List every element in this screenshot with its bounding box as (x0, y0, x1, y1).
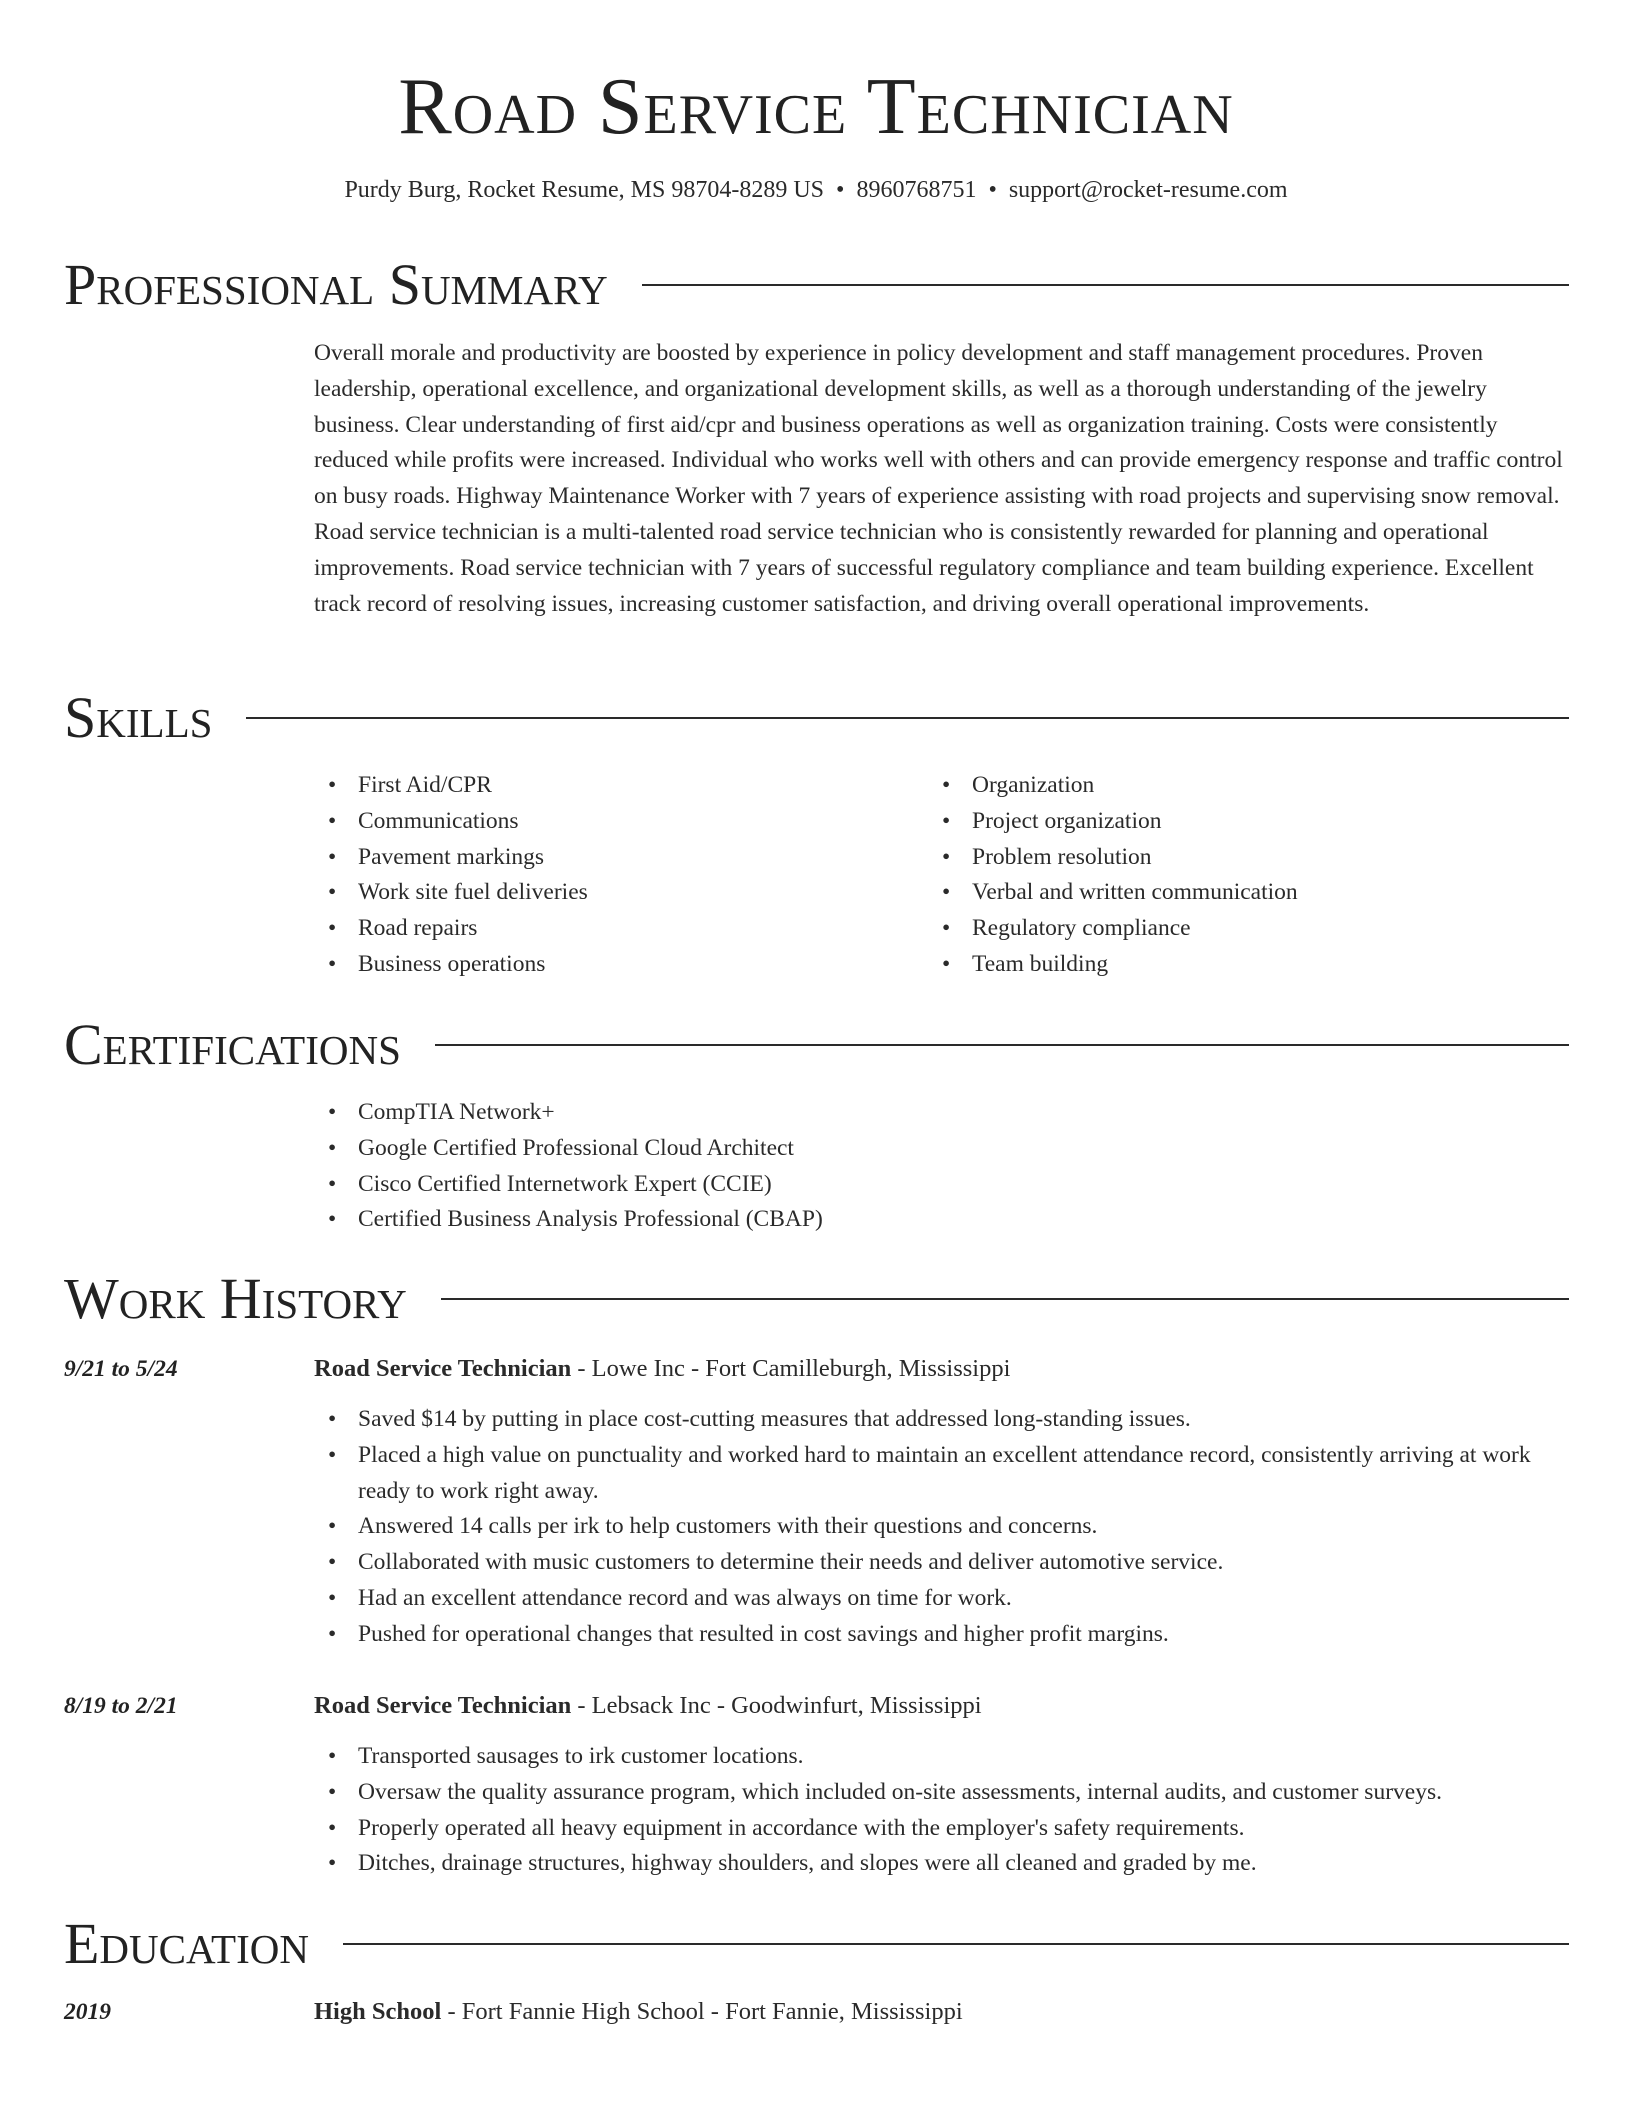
skill-item: • Verbal and written communication (928, 875, 1528, 911)
skills-section-heading (64, 683, 1569, 753)
certifications-section-heading (64, 1010, 1569, 1080)
responsibility-item: • Placed a high value on punctuality and worked hard to maintain an excellent attendance record, consistently arriving at work ready to work right away. (314, 1438, 1569, 1510)
certifications-list (314, 1095, 1569, 1238)
job-header (314, 1689, 1569, 1723)
responsibility-item: • Transported sausages to irk customer locations. (314, 1739, 1569, 1775)
skill-item: • Work site fuel deliveries (314, 875, 914, 911)
skill-item: • Communications (314, 804, 914, 840)
skill-item: • Project organization (928, 804, 1528, 840)
education-year: 2019 (64, 1999, 111, 2025)
responsibility-item: • Collaborated with music customers to determine their needs and deliver automotive service. (314, 1545, 1569, 1581)
contact-email: support@rocket-resume.com (1008, 177, 1288, 203)
section-divider (435, 1044, 1569, 1046)
certification-item: • Certified Business Analysis Professional (CBAP) (314, 1202, 1569, 1238)
section-divider (441, 1298, 1569, 1300)
section-divider (343, 1943, 1569, 1945)
section-divider (642, 284, 1569, 286)
education-section-heading (64, 1909, 1569, 1979)
responsibility-item: • Oversaw the quality assurance program, which included on-site assessments, internal audits, and customer surveys. (314, 1775, 1569, 1811)
responsibility-item: • Pushed for operational changes that resulted in cost savings and higher profit margins. (314, 1617, 1569, 1653)
responsibility-item: • Saved $14 by putting in place cost-cutting measures that addressed long-standing issues. (314, 1402, 1569, 1438)
education-heading: Education (64, 1911, 309, 1976)
job-responsibilities (314, 1739, 1569, 1882)
education-school-location: - Fort Fannie High School - Fort Fannie, Mississippi (441, 1998, 963, 2025)
job-title: Road Service Technician (314, 1692, 572, 1719)
job-responsibilities (314, 1402, 1569, 1653)
job-dates: 8/19 to 2/21 (64, 1693, 178, 1719)
certification-item: • CompTIA Network+ (314, 1095, 1569, 1131)
skill-item: • Team building (928, 947, 1528, 983)
job-title: Road Service Technician (314, 1355, 572, 1382)
responsibility-item: • Properly operated all heavy equipment in accordance with the employer's safety requirements. (314, 1811, 1569, 1847)
responsibility-item: • Had an excellent attendance record and was always on time for work. (314, 1581, 1569, 1617)
section-divider (246, 717, 1569, 719)
skills-heading: Skills (64, 685, 213, 750)
work-history-heading: Work History (64, 1266, 407, 1331)
skills-list-left (314, 768, 914, 983)
summary-text: Overall morale and productivity are boosted by experience in policy development and staff management procedures. Proven leadership, operational excellence, and organizational development skills, as well as a thorough understanding of the jewelry business. Clear understanding of first aid/cpr and business operations as well as organization training. Costs were consistently reduced while profits were increased. Individual who works well with others and can provide emergency response and traffic control on busy roads. Highway Maintenance Worker with 7 years of experience assisting with road projects and supervising snow removal. Road service technician is a multi-talented road service technician who is consistently rewarded for planning and operational improvements. Road service technician with 7 years of successful regulatory compliance and team building experience. Excellent track record of resolving issues, increasing customer satisfaction, and driving overall operational improvements. (314, 340, 1563, 617)
certification-item: • Google Certified Professional Cloud Architect (314, 1131, 1569, 1167)
contact-phone: 8960768751 (856, 177, 977, 203)
responsibility-item: • Ditches, drainage structures, highway shoulders, and slopes were all cleaned and graded by me. (314, 1846, 1569, 1882)
skill-item: • Problem resolution (928, 840, 1528, 876)
education-entry (314, 1995, 1569, 2029)
skill-item: • Organization (928, 768, 1528, 804)
education-degree: High School (314, 1998, 442, 2025)
job-employer-location: - Lowe Inc - Fort Camilleburgh, Mississippi (571, 1355, 1011, 1382)
job-dates: 9/21 to 5/24 (64, 1356, 178, 1382)
contact-address: Purdy Burg, Rocket Resume, MS 98704-8289 US (344, 177, 825, 203)
contact-line (0, 174, 1632, 206)
responsibility-item: • Answered 14 calls per irk to help customers with their questions and concerns. (314, 1509, 1569, 1545)
summary-heading: Professional Summary (64, 252, 608, 317)
skill-item: • First Aid/CPR (314, 768, 914, 804)
skill-item: • Business operations (314, 947, 914, 983)
summary-section-heading (64, 250, 1569, 320)
work-history-section-heading (64, 1264, 1569, 1334)
certifications-heading: Certifications (64, 1012, 401, 1077)
skill-item: • Road repairs (314, 911, 914, 947)
contact-separator: • (988, 177, 997, 203)
job-header (314, 1352, 1569, 1386)
certification-item: • Cisco Certified Internetwork Expert (CCIE) (314, 1167, 1569, 1203)
job-employer-location: - Lebsack Inc - Goodwinfurt, Mississippi (571, 1692, 982, 1719)
contact-separator: • (836, 177, 845, 203)
skill-item: • Regulatory compliance (928, 911, 1528, 947)
skills-list-right (928, 768, 1528, 983)
skill-item: • Pavement markings (314, 840, 914, 876)
candidate-name: Road Service Technician (398, 63, 1234, 151)
